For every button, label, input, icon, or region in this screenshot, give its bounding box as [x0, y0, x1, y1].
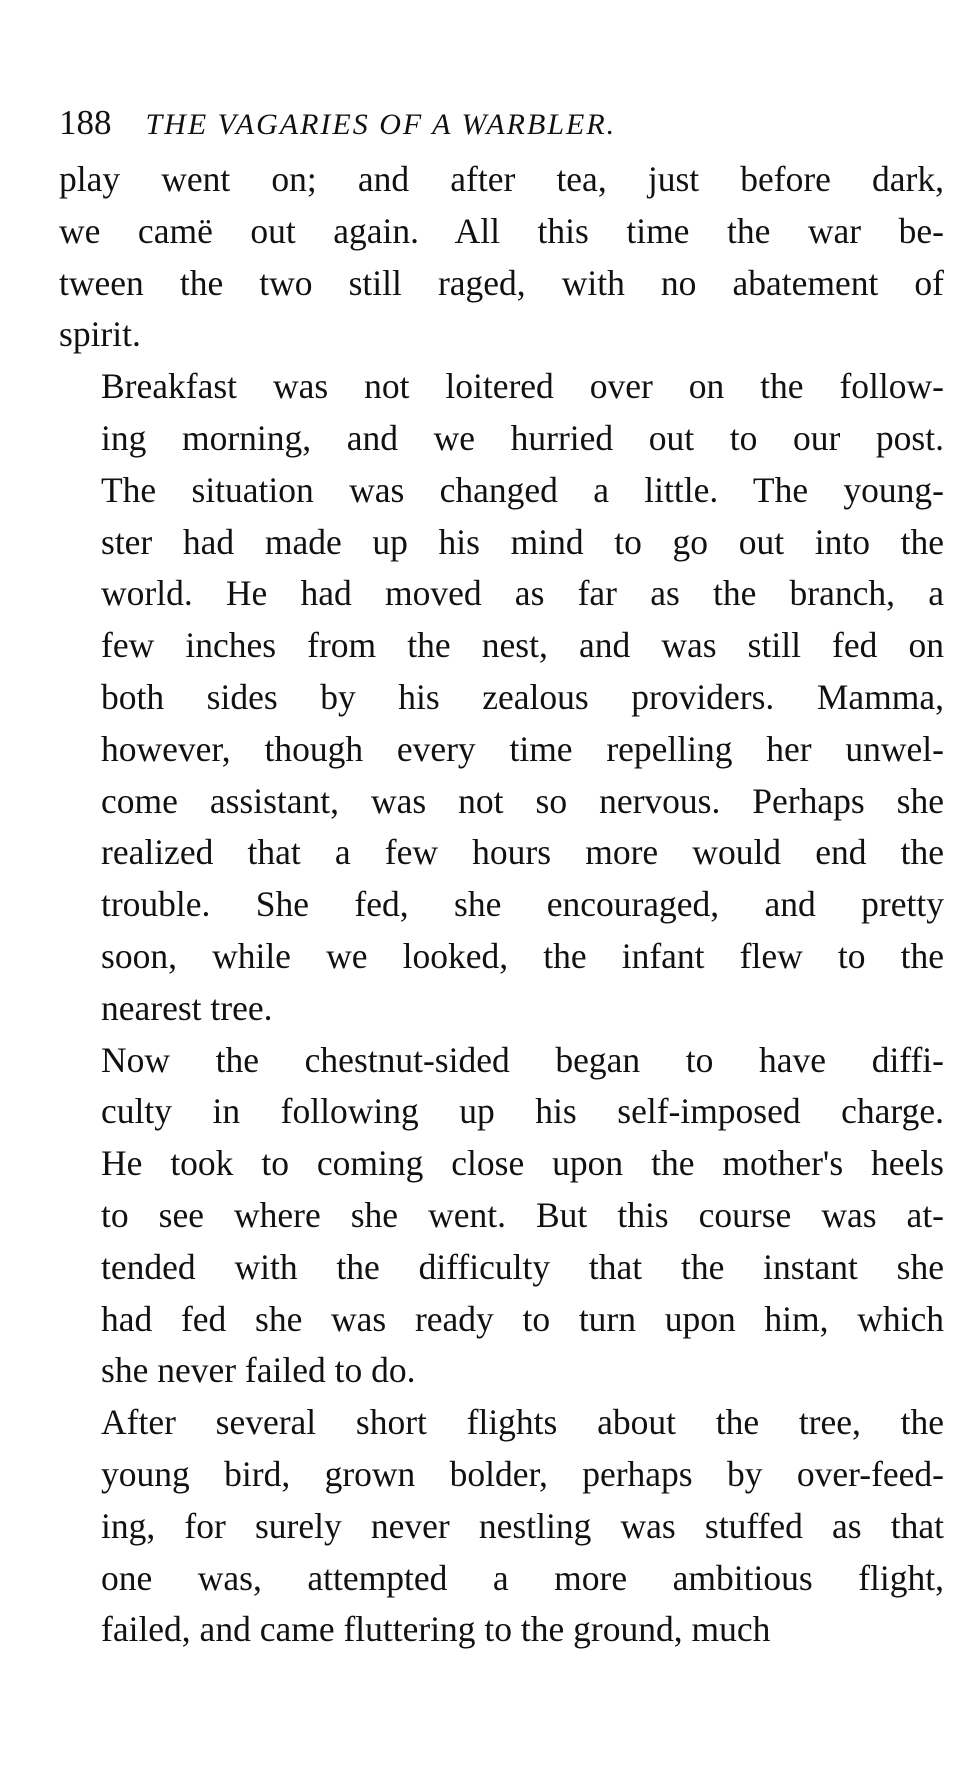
- text-line: both sides by his zealous providers. Mamma,: [101, 676, 944, 717]
- text-line: however, though every time repelling her unwel-: [101, 728, 944, 769]
- text-line: ing morning, and we hurried out to our post.: [101, 417, 944, 458]
- text-line: failed, and came fluttering to the ground, much: [101, 1609, 771, 1650]
- page-number: 188: [59, 103, 112, 142]
- text-line: Now the chestnut-sided began to have diffi-: [101, 1039, 944, 1080]
- text-line: Breakfast was not loitered over on the follow-: [101, 366, 944, 407]
- text-line: to see where she went. But this course was at-: [101, 1194, 944, 1235]
- text-line: come assistant, was not so nervous. Perhaps she: [101, 780, 944, 821]
- text-line: culty in following up his self-imposed charge.: [101, 1091, 944, 1132]
- text-line: soon, while we looked, the infant flew to the: [101, 935, 944, 976]
- text-line: He took to coming close upon the mother's heels: [101, 1143, 944, 1184]
- text-line: play went on; and after tea, just before dark,: [59, 159, 944, 199]
- text-line: ing, for surely never nestling was stuffed as that: [101, 1505, 944, 1546]
- text-line: tween the two still raged, with no abatement of: [59, 262, 944, 303]
- running-title: THE VAGARIES OF A WARBLER.: [145, 108, 617, 141]
- running-head: [59, 92, 944, 154]
- text-line: nearest tree.: [101, 987, 273, 1028]
- paragraph: [59, 361, 944, 1034]
- text-line: After several short flights about the tree, the: [101, 1402, 944, 1443]
- text-line: had fed she was ready to turn upon him, which: [101, 1298, 944, 1339]
- body-text: [59, 154, 944, 1656]
- paragraph: [59, 1397, 944, 1656]
- text-line: tended with the difficulty that the instant she: [101, 1246, 944, 1287]
- text-line: world. He had moved as far as the branch, a: [101, 573, 944, 614]
- text-line: young bird, grown bolder, perhaps by over-feed-: [101, 1453, 944, 1494]
- paragraph: [59, 154, 944, 361]
- book-page: [59, 92, 944, 1656]
- text-line: she never failed to do.: [101, 1350, 416, 1391]
- text-line: one was, attempted a more ambitious flight,: [101, 1557, 944, 1598]
- text-line: realized that a few hours more would end the: [101, 832, 944, 873]
- text-line: ster had made up his mind to go out into the: [101, 521, 944, 562]
- text-line: trouble. She fed, she encouraged, and pretty: [101, 884, 944, 925]
- text-line: spirit.: [59, 314, 141, 355]
- paragraph: [59, 1035, 944, 1398]
- text-line: few inches from the nest, and was still fed on: [101, 625, 944, 666]
- text-line: The situation was changed a little. The young-: [101, 469, 944, 510]
- text-line: we camë out again. All this time the war be-: [59, 210, 944, 251]
